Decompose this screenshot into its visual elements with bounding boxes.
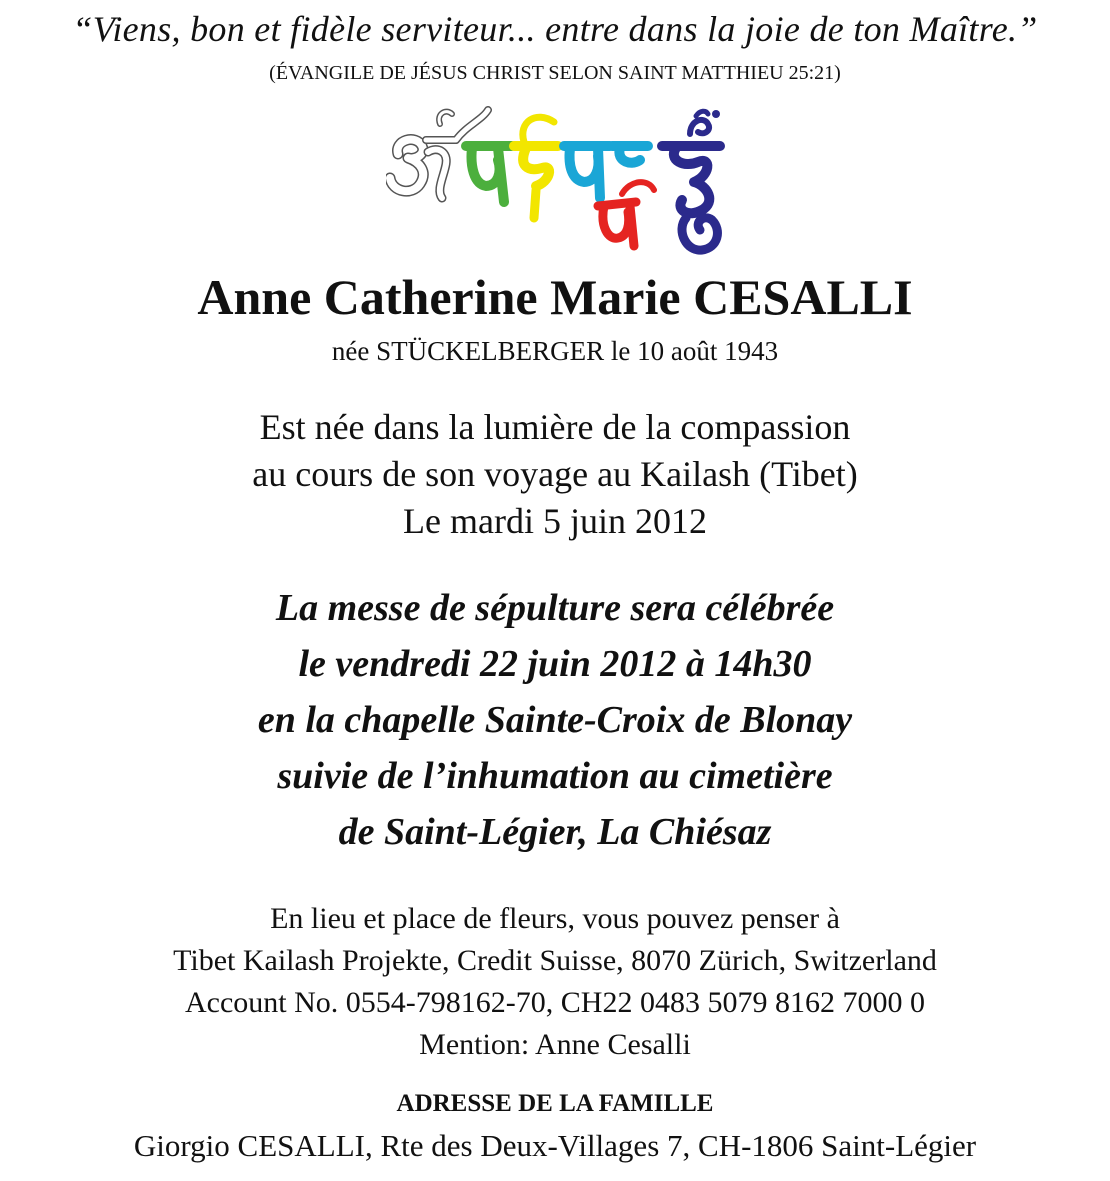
family-address: Giorgio CESALLI, Rte des Deux-Villages 7, CH-1806 Saint-Légier bbox=[133, 1128, 977, 1163]
announcement-line: Est née dans la lumière de la compassion bbox=[259, 407, 851, 447]
donation-info bbox=[0, 898, 1110, 1066]
announcement-line: Le mardi 5 juin 2012 bbox=[403, 501, 707, 541]
pad-syllable bbox=[564, 146, 648, 198]
ni-syllable bbox=[514, 117, 558, 218]
bible-citation: (ÉVANGILE DE JÉSUS CHRIST SELON SAINT MATTHIEU 25:21) bbox=[269, 62, 841, 84]
ma-syllable bbox=[466, 146, 512, 202]
birth-info: née STÜCKELBERGER le 10 août 1943 bbox=[331, 336, 779, 366]
ceremony-line: le vendredi 22 juin 2012 à 14h30 bbox=[298, 643, 812, 685]
donation-line: En lieu et place de fleurs, vous pouvez penser à bbox=[270, 902, 840, 935]
death-announcement bbox=[0, 404, 1110, 545]
donation-line: Tibet Kailash Projekte, Credit Suisse, 8070 Zürich, Switzerland bbox=[173, 944, 937, 977]
family-address-heading: ADRESSE DE LA FAMILLE bbox=[396, 1090, 714, 1117]
ceremony-details bbox=[0, 580, 1110, 860]
ceremony-line: de Saint-Légier, La Chiésaz bbox=[338, 811, 772, 853]
deceased-name: Anne Catherine Marie CESALLI bbox=[197, 269, 913, 325]
me-syllable bbox=[598, 182, 654, 246]
om-mani-padme-hum-mantra-icon bbox=[386, 106, 731, 258]
donation-line: Account No. 0554-798162-70, CH22 0483 5079 8162 7000 0 bbox=[185, 986, 925, 1019]
bible-quote: “Viens, bon et fidèle serviteur... entre dans la joie de ton Maître.” bbox=[72, 9, 1038, 49]
announcement-line: au cours de son voyage au Kailash (Tibet) bbox=[252, 454, 858, 494]
hum-syllable bbox=[662, 110, 720, 250]
donation-line: Mention: Anne Cesalli bbox=[419, 1028, 691, 1061]
ceremony-line: en la chapelle Sainte-Croix de Blonay bbox=[257, 699, 853, 741]
ceremony-line: suivie de l’inhumation au cimetière bbox=[277, 755, 833, 797]
ceremony-line: La messe de sépulture sera célébrée bbox=[275, 587, 835, 629]
